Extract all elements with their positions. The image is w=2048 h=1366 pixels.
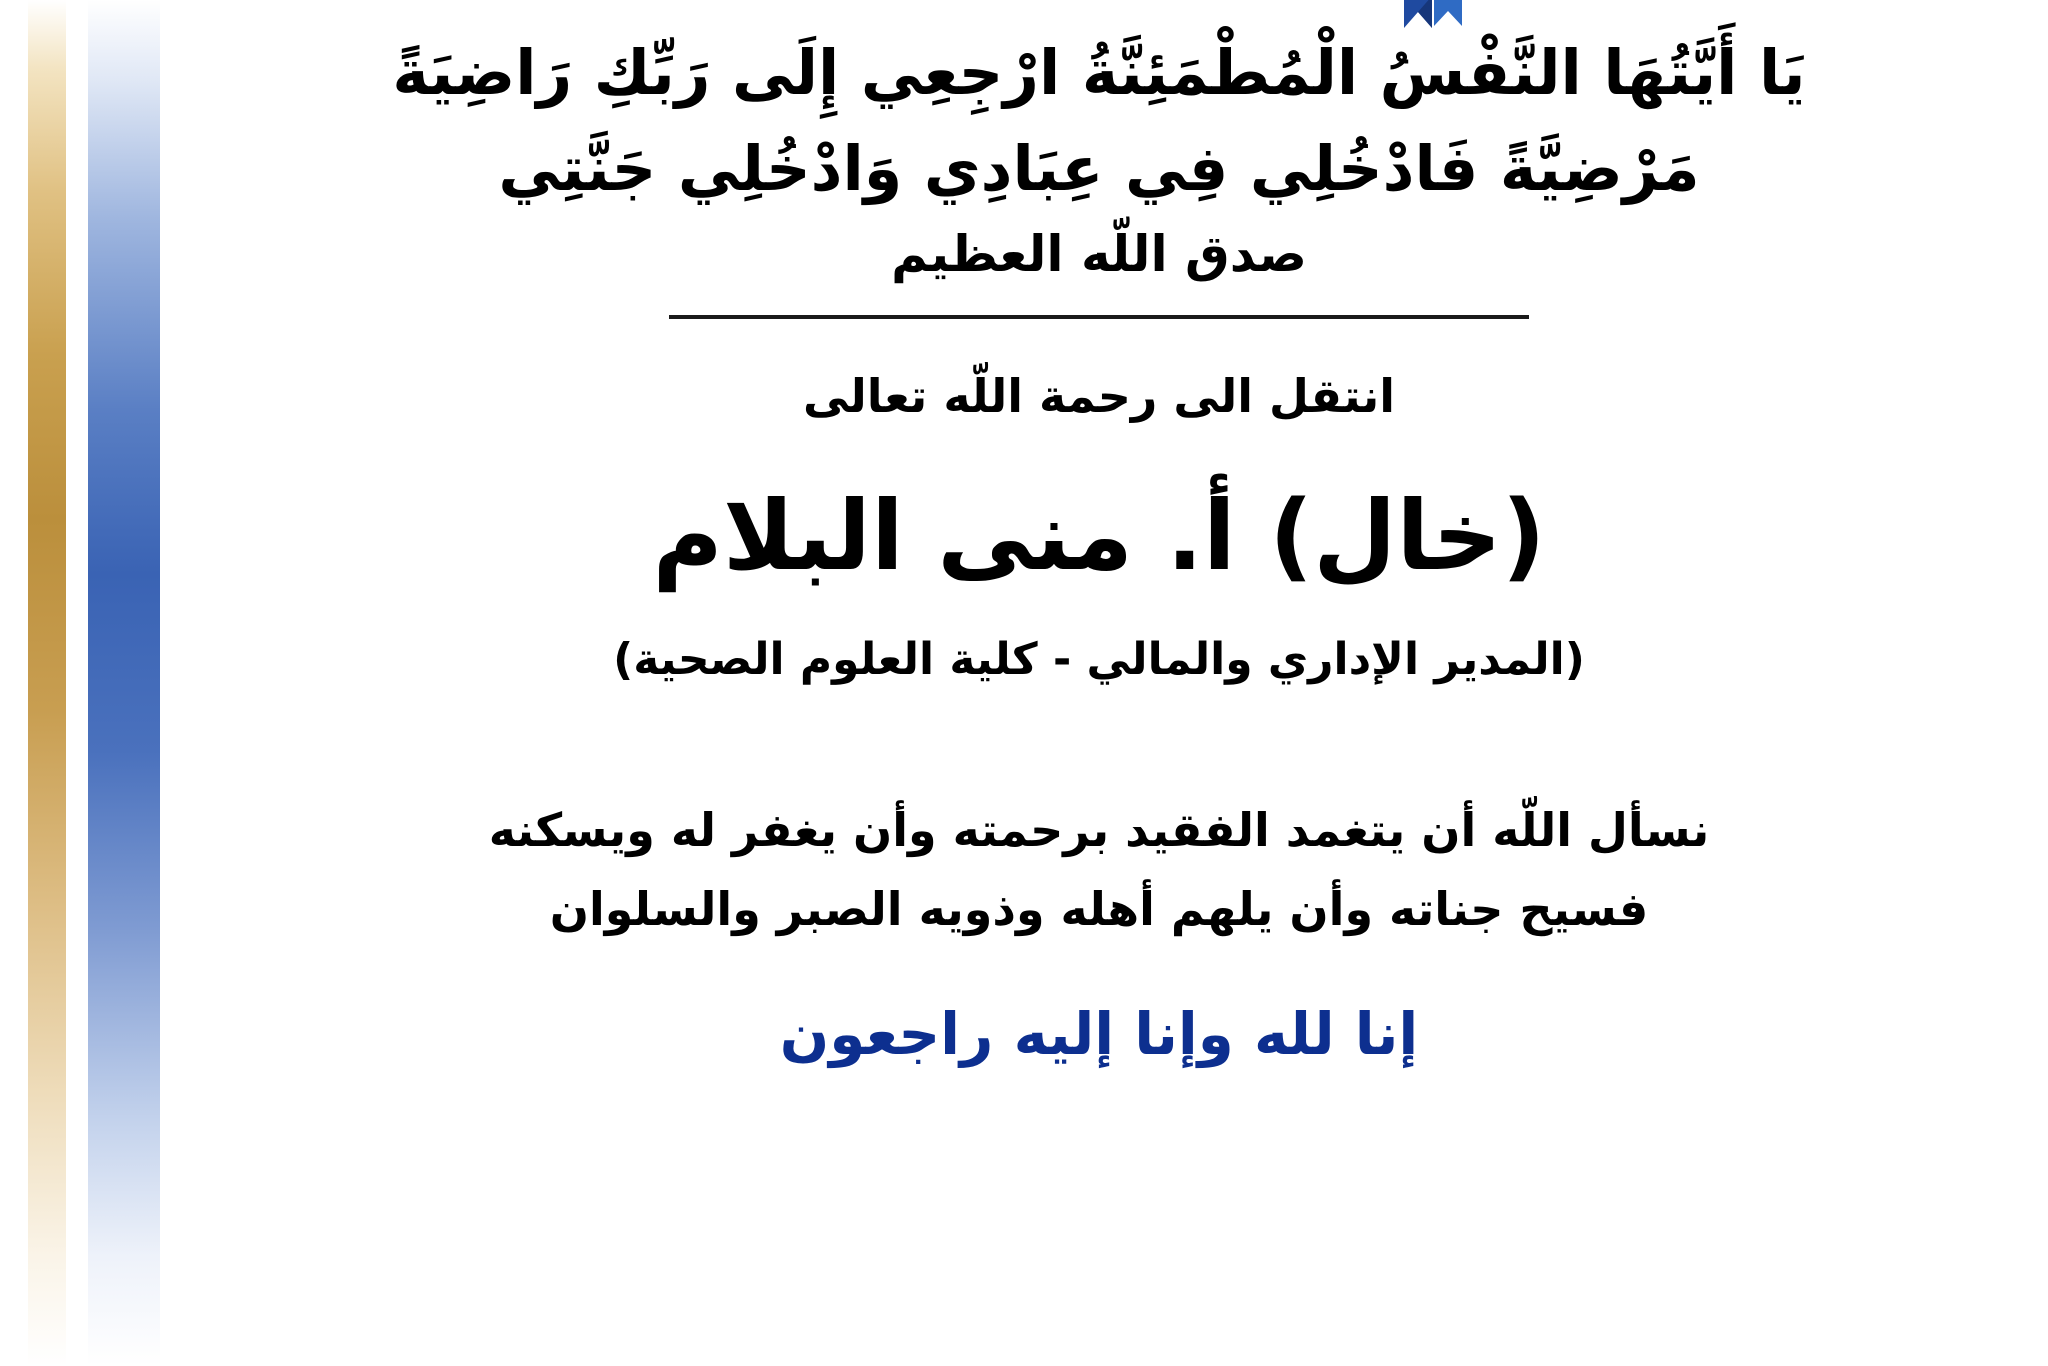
quran-verse-line-2: مَرْضِيَّةً فَادْخُلِي فِي عِبَادِي وَادْخُلِي جَنَّتِي [498,131,1700,205]
verse-attribution: صدق اللّه العظيم [891,224,1307,283]
white-gap-band [66,0,88,1366]
intro-text: انتقل الى رحمة اللّه تعالى [802,368,1396,423]
white-gap-band-2 [0,0,28,1366]
notice-content [160,0,2048,1073]
quran-verse-line-1: يَا أَيَّتُهَا النَّفْسُ الْمُطْمَئِنَّةُ ارْجِعِي إِلَى رَبِّكِ رَاضِيَةً [392,36,1806,109]
horizontal-divider [669,315,1529,319]
deceased-name: (خال) أ. منى البلام [652,479,1546,592]
dua-line-2: فسيح جناته وأن يلهم أهله وذويه الصبر والسلوان [549,882,1649,937]
closing-text: إنا لله وإنا إليه راجعون [779,1000,1419,1069]
gold-gradient-band [28,0,66,1366]
dua-line-1: نسأل اللّه أن يتغمد الفقيد برحمته وأن يغفر له ويسكنه [488,802,1710,857]
deceased-title: (المدير الإداري والمالي - كلية العلوم الصحية) [613,633,1585,685]
decorative-border [0,0,160,1366]
blue-gradient-band [88,0,160,1366]
